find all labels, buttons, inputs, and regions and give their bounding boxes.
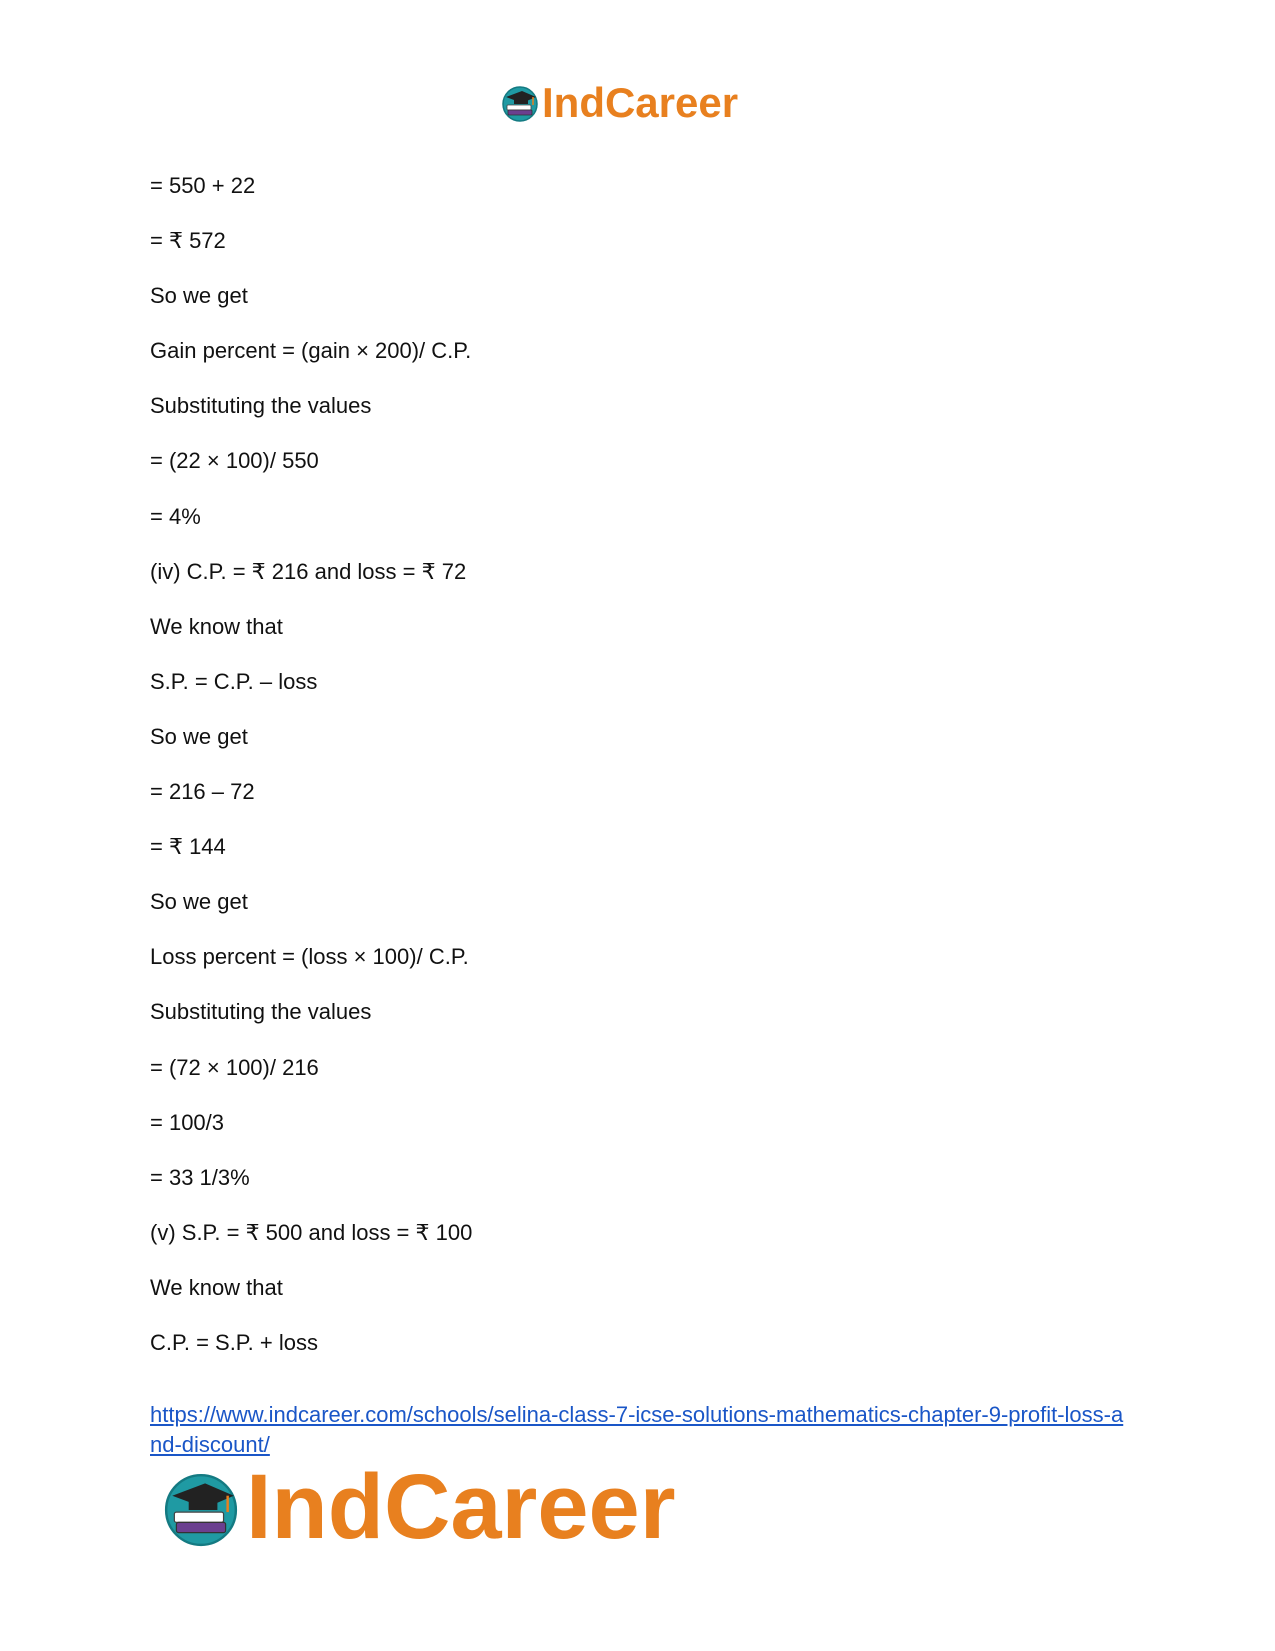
text-line: = 100/3	[150, 1109, 225, 1135]
source-link[interactable]: https://www.indcareer.com/schools/selina-class-7-icse-solutions-mathematics-chapter-9-profit-loss-and-discount/	[150, 1402, 1124, 1457]
text-line: Substituting the values	[150, 999, 372, 1025]
text-line: C.P. = S.P. + loss	[150, 1329, 318, 1355]
text-line: So we get	[150, 889, 248, 915]
text-line: = 33 1/3%	[150, 1164, 250, 1190]
text-line: Loss percent = (loss × 100)/ C.P.	[150, 944, 469, 970]
text-line: So we get	[150, 723, 248, 749]
text-line: = 4%	[150, 503, 201, 529]
footer-logo	[160, 1456, 676, 1558]
text-line: Gain percent = (gain × 200)/ C.P.	[150, 338, 472, 364]
graduation-cap-books-globe-icon	[500, 83, 540, 123]
header-logo-text: IndCareer	[542, 79, 739, 126]
text-line: = 550 + 22	[150, 173, 256, 198]
text-line: Substituting the values	[150, 393, 372, 419]
text-line: We know that	[150, 1274, 283, 1300]
header-logo	[500, 80, 738, 126]
text-line: = ₹ 572	[150, 228, 226, 254]
footer-logo-text: IndCareer	[246, 1456, 676, 1558]
solution-content	[150, 173, 1130, 1385]
text-line: (iv) C.P. = ₹ 216 and loss = ₹ 72	[150, 558, 467, 584]
text-line: = (72 × 100)/ 216	[150, 1054, 319, 1080]
text-line: We know that	[150, 613, 283, 639]
text-line: So we get	[150, 283, 248, 309]
text-line: = 216 – 72	[150, 779, 255, 805]
text-line: S.P. = C.P. – loss	[150, 668, 318, 694]
graduation-cap-books-globe-icon	[160, 1467, 242, 1549]
text-line: (v) S.P. = ₹ 500 and loss = ₹ 100	[150, 1219, 473, 1245]
text-line: = ₹ 144	[150, 834, 226, 860]
text-line: = (22 × 100)/ 550	[150, 448, 319, 474]
